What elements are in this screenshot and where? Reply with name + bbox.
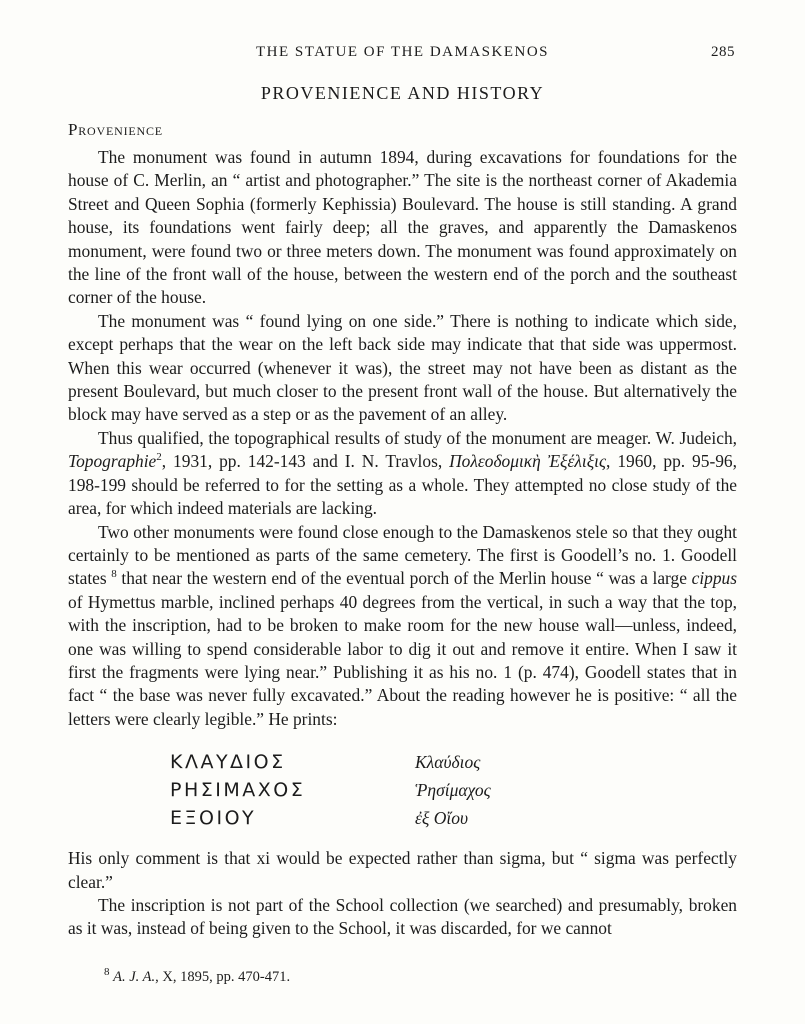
inscription-block [170,748,737,832]
text-run: that near the western end of the eventual porch of the Merlin house “ was a large [116,568,692,589]
paragraph [68,310,737,427]
text-run: 8 [111,568,117,581]
inscription-epigraphic-line: ΕΞΟΙΟΥ [170,807,257,830]
text-run: Thus qualified, the topographical results of study of the monument are meager. W. Judeich, [98,427,737,448]
footnote-run: 8 [104,965,110,978]
running-header-title: THE STATUE OF THE DAMASKENOS [255,44,550,60]
inscription-epigraphic-line: ΡΗΣΙΜΑΧΟΣ [170,779,306,802]
footnote-run: , X, 1895, pp. 470-471. [155,968,291,985]
inscription-epigraphic-column [170,748,415,832]
text-run: , 1960, pp. 95-96, 198-199 should be referred to for the setting as a whole. They attempted no close study of the area, for which indeed materials are lacking. [68,451,737,519]
text-run: His only comment is that xi would be expected rather than sigma, but “ sigma was perfectly clear.” [68,848,737,892]
section-heading: Provenience [68,120,163,139]
text-run: The inscription is not part of the School collection (we searched) and presumably, broken as it was, instead of being given to the School, it was discarded, for we cannot [68,894,737,939]
paragraph [68,847,737,894]
inscription-transcription-line: Κλαύδιος [415,752,481,773]
body-text [68,146,737,941]
inscription-epigraphic-line: ΚΛΑΥΔΙΟΣ [170,751,286,774]
text-run: of Hymettus marble, inclined perhaps 40 degrees from the vertical, in such a way that the top, with the inscription, had to be broken to make room for the new house wall—unless, indeed, one was willing to spend considerable labor to dig it out and remove it entire. When I saw it first the fragments were lying near.” Publishing it as his no. 1 (p. 474), Goodell states that in fact “ the base was never fully excavated.” About the reading however he is positive: “ all the letters were clearly legible.” He prints: [68,591,737,729]
article-title: PROVENIENCE AND HISTORY [260,83,545,103]
footnote-run: A. J. A. [113,968,156,985]
paragraph [68,427,737,521]
inscription-transcription-line: Ῥησίμαχος [415,780,491,801]
running-head [68,44,737,61]
text-run: Πολεοδομικὴ Ἐξέλιξις [449,451,607,472]
inscription-transcription-column [415,748,491,832]
paragraph [68,521,737,732]
text-run: Topographie [68,451,157,472]
text-run: Two other monuments were found close enough to the Damaskenos stele so that they ought certainly to be mentioned as parts of the same cemetery. The first is Goodell’s no. 1. Goodell states [68,521,737,589]
text-run: The monument was found in autumn 1894, during excavations for foundations for the house of C. Merlin, an “ artist and photographer.” The site is the northeast corner of Akademia Street and Queen Sophia (formerly Kephissia) Boulevard. The house is still standing. A grand house, its foundations went fairly deep; all the graves, and apparently the Damaskenos monument, were found two or three meters down. The monument was found approximately on the line of the front wall of the house, between the western end of the porch and the southeast corner of the house. [68,147,737,308]
paragraph [68,146,737,310]
text-run: 2 [156,451,162,464]
page-number: 285 [711,44,735,60]
text-run: cippus [691,568,737,589]
text-run: The monument was “ found lying on one side.” There is nothing to indicate which side, except perhaps that the wear on the left back side may indicate that that side was uppermost. When this wear occurred (whenever it was), the street may not have been as distant as the present Boulevard, but much closer to the present front wall of the house. But alternatively the block may have served as a step or as the pavement of an alley. [68,310,737,425]
text-run: , 1931, pp. 142-143 and I. N. Travlos, [161,451,450,472]
inscription-transcription-line: ἐξ Οἴου [415,808,469,829]
paragraph [68,894,737,941]
footnote [68,967,737,987]
